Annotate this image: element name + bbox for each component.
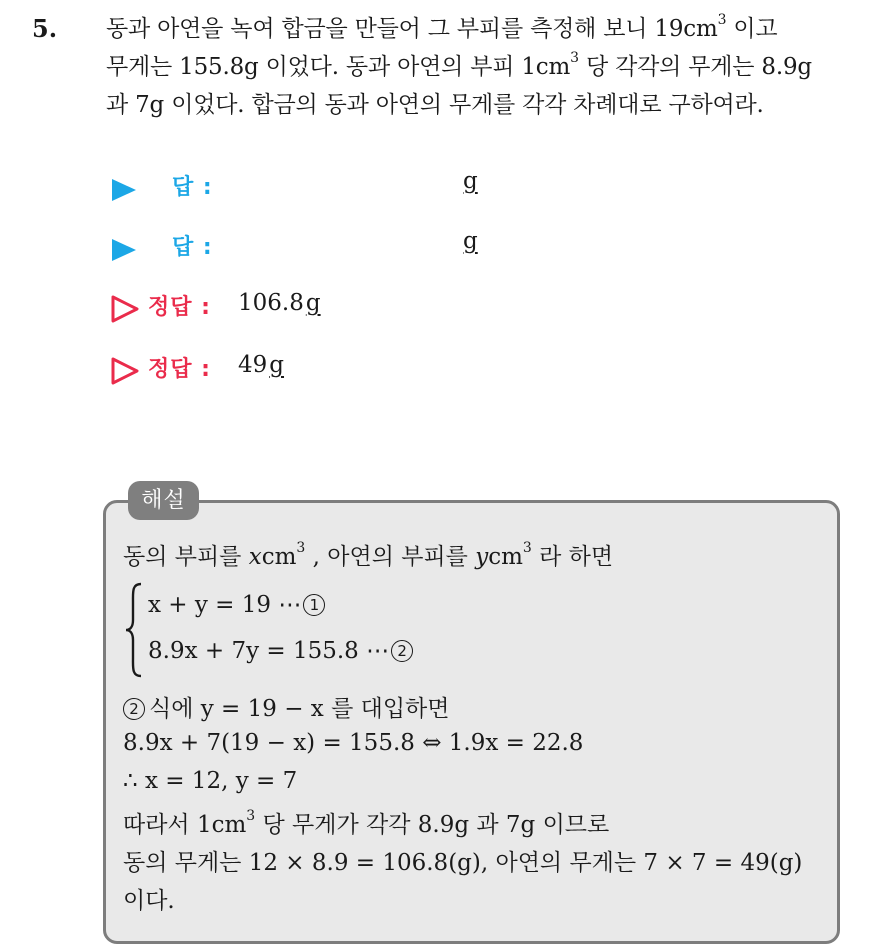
- solution-line-weights: 따라서 $1cm^3$ 당 무게가 각각 8.9g 과 7g 이므로: [123, 808, 610, 838]
- solution-line-result: ∴ x = 12, y = 7: [123, 768, 298, 794]
- solution-line-final: 동의 무게는 12 × 8.9 = 106.8(g), 아연의 무게는 7 × 7 = 49(g): [123, 850, 803, 876]
- question-line-1: 동과 아연을 녹여 합금을 만들어 그 부피를 측정해 보니 $19cm^3$ 이고: [106, 12, 778, 42]
- answer-unit: g: [463, 168, 478, 194]
- play-triangle-icon: [112, 179, 136, 201]
- play-triangle-icon: [112, 239, 136, 261]
- outline-triangle-icon: [110, 356, 140, 386]
- answer-label: 답 :: [172, 235, 213, 260]
- correct-answer-1: [108, 288, 608, 328]
- answer-label: 답 :: [172, 175, 213, 200]
- solution-line-1: 동의 부피를 xcm$^3$ , 아연의 부피를 ycm$^3$ 라 하면: [123, 540, 614, 570]
- system-brace: [124, 582, 144, 678]
- correct-answer-value: 49g: [238, 352, 285, 378]
- solution-line-equation: 8.9x + 7(19 − x) = 155.8 ⇔ 1.9x = 22.8: [123, 730, 584, 756]
- solution-tag: 해설: [128, 481, 199, 520]
- correct-answer-value: 106.8g: [238, 290, 321, 316]
- answer-unit: g: [463, 228, 478, 254]
- question-line-2: 무게는 155.8g 이었다. 동과 아연의 부피 $1cm^3$ 당 각각의 무게는 8.9g: [106, 50, 812, 80]
- solution-line-end: 이다.: [123, 888, 175, 914]
- answer-field-2[interactable]: [108, 228, 608, 268]
- correct-answer-label: 정답 :: [148, 357, 211, 382]
- answer-field-1[interactable]: [108, 168, 608, 208]
- correct-answer-2: [108, 350, 608, 390]
- question-number: 5.: [32, 14, 58, 43]
- system-equation-1: x + y = 19 ⋯ 1: [148, 592, 325, 618]
- correct-answer-label: 정답 :: [148, 295, 211, 320]
- system-equation-2: 8.9x + 7y = 155.8 ⋯ 2: [148, 638, 413, 664]
- question-text: [106, 10, 876, 124]
- question-line-3: 과 7g 이었다. 합금의 동과 아연의 무게를 각각 차례대로 구하여라.: [106, 92, 764, 118]
- solution-line-substitute: 2 식에 y = 19 − x 를 대입하면: [123, 690, 833, 723]
- outline-triangle-icon: [110, 294, 140, 324]
